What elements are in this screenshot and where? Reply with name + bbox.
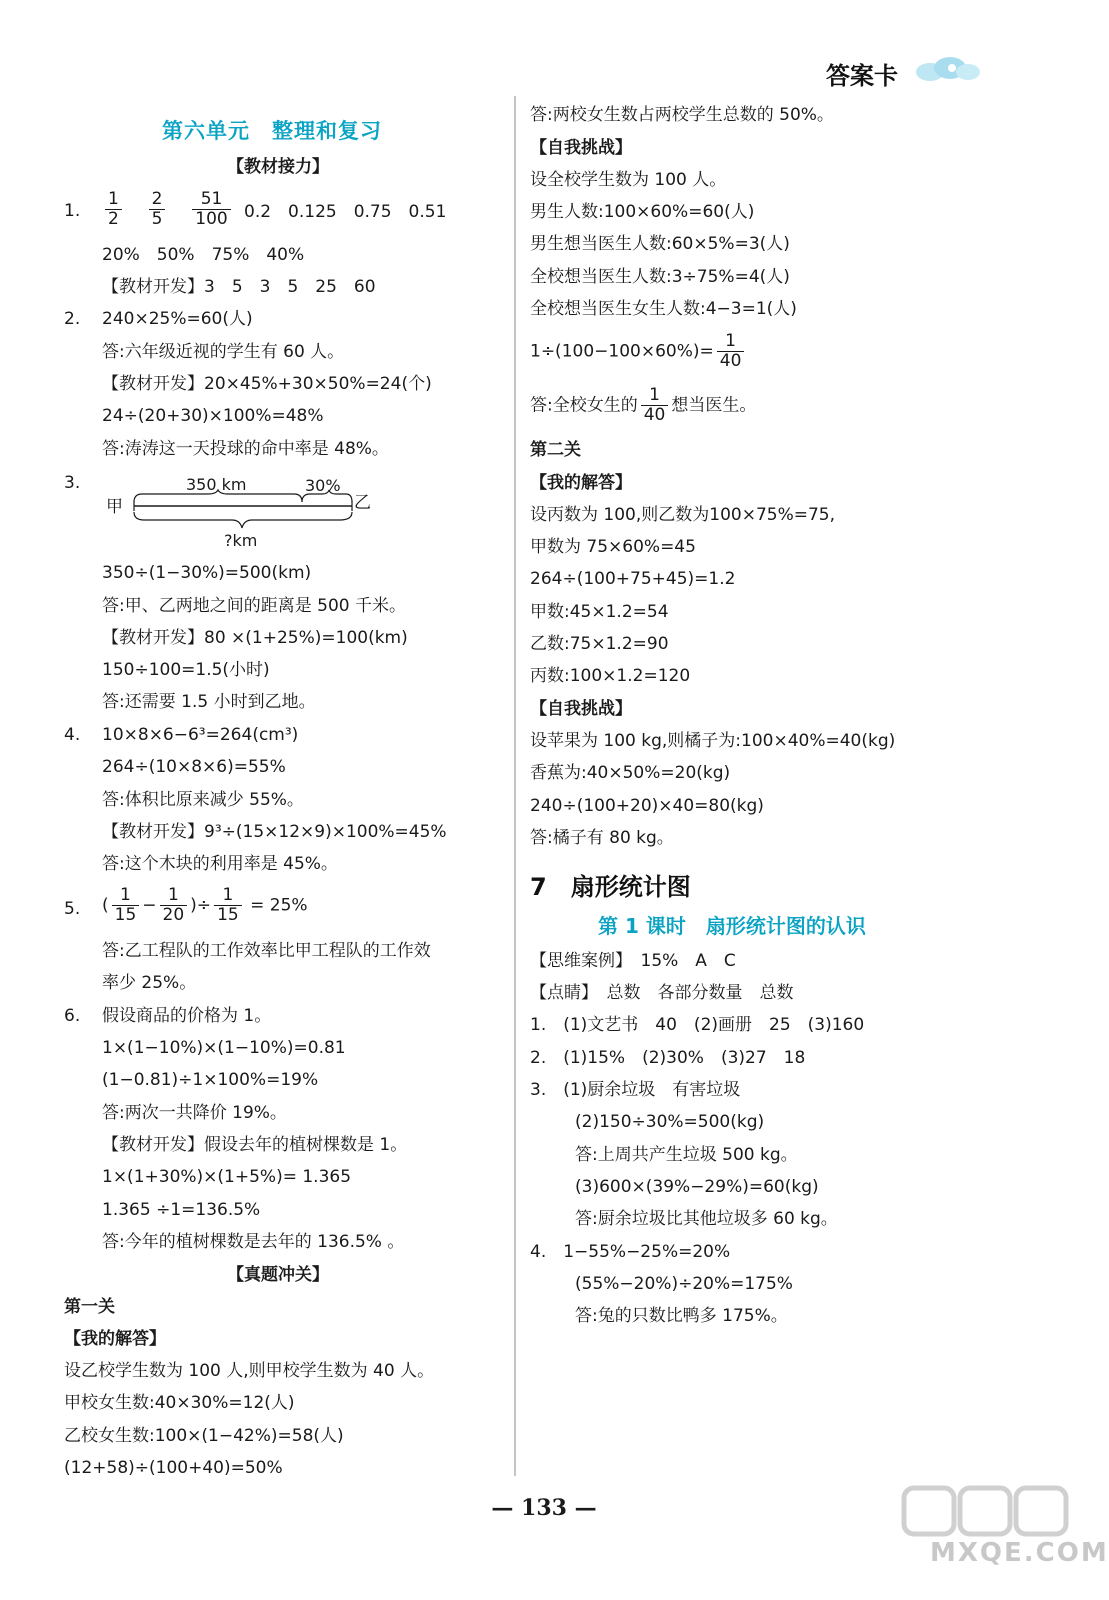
answer-line: 3. (1)厨余垃圾 有害垃圾 xyxy=(530,1080,741,1100)
answer-line: 全校想当医生女生人数:4−3=1(人) xyxy=(530,299,797,319)
question-number: 4. xyxy=(64,725,81,745)
answer-line: 1×(1−10%)×(1−10%)=0.81 xyxy=(102,1038,346,1058)
answer-line: 率少 25%。 xyxy=(102,973,197,993)
answer-line: (1−0.81)÷1×100%=19% xyxy=(102,1070,319,1090)
answer-line: 答:甲、乙两地之间的距离是 500 千米。 xyxy=(102,596,406,616)
answer-line: 甲校女生数:40×30%=12(人) xyxy=(64,1393,295,1413)
unit-title: 第六单元 整理和复习 xyxy=(162,119,382,143)
answer-line: 150÷100=1.5(小时) xyxy=(102,660,270,680)
decimal-list: 0.2 0.125 0.75 0.51 xyxy=(244,202,447,222)
fraction: $\frac{2}{5}$ xyxy=(149,190,166,229)
fraction: $\frac{51}{100}$ xyxy=(192,190,230,229)
answer-line: 乙校女生数:100×(1−42%)=58(人) xyxy=(64,1426,344,1446)
question-number: 2. xyxy=(64,309,81,329)
answer-line: 4. 1−55%−25%=20% xyxy=(530,1242,731,1262)
fraction: $\frac{1}{15}$ xyxy=(214,886,242,925)
answer-line: 264÷(10×8×6)=55% xyxy=(102,757,286,777)
section-heading-jieda: 【我的解答】 xyxy=(64,1329,166,1349)
section-heading-jieda: 【我的解答】 xyxy=(530,473,632,493)
answer-line: 答:橘子有 80 kg。 xyxy=(530,828,674,848)
answer-line: 乙数:75×1.2=90 xyxy=(530,634,669,654)
section-heading-challenge: 【自我挑战】 xyxy=(530,138,632,158)
fraction-list xyxy=(102,190,234,229)
answer-line: 香蕉为:40×50%=20(kg) xyxy=(530,763,731,783)
answer-line: 【教材开发】9³÷(15×12×9)×100%=45% xyxy=(102,822,447,842)
fraction: $\frac{1}{20}$ xyxy=(160,886,188,925)
kaifa-answer: 【教材开发】3 5 3 5 25 60 xyxy=(102,277,376,297)
answer-line: 设全校学生数为 100 人。 xyxy=(530,170,727,190)
answer-line: 答:今年的植树棵数是去年的 136.5% 。 xyxy=(102,1232,405,1252)
answer-line: 350÷(1−30%)=500(km) xyxy=(102,563,312,583)
answer-line: 甲数为 75×60%=45 xyxy=(530,537,696,557)
fraction-expression: 1÷(100−100×60%)= $\frac{1}{40}$ xyxy=(530,332,747,371)
answer-line: 答:还需要 1.5 小时到乙地。 xyxy=(102,692,316,712)
stage-heading: 第一关 xyxy=(64,1297,115,1317)
chapter-title: 7 扇形统计图 xyxy=(530,873,691,901)
answer-line: 1. (1)文艺书 40 (2)画册 25 (3)160 xyxy=(530,1015,865,1035)
answer-line: 1×(1+30%)×(1+5%)= 1.365 xyxy=(102,1167,352,1187)
answer-line: 设乙校学生数为 100 人,则甲校学生数为 40 人。 xyxy=(64,1361,435,1381)
answer-line: 甲数:45×1.2=54 xyxy=(530,602,669,622)
fraction: $\frac{1}{40}$ xyxy=(717,332,745,371)
answer-line: 答:两校女生数占两校学生总数的 50%。 xyxy=(530,105,834,125)
line-segment-diagram xyxy=(132,490,352,530)
answer-line: 男生想当医生人数:60×5%=3(人) xyxy=(530,234,790,254)
watermark-text: MXQE.COM xyxy=(930,1538,1109,1568)
answer-line: (12+58)÷(100+40)=50% xyxy=(64,1458,283,1478)
diagram-label-jia: 甲 xyxy=(106,497,123,517)
question-number: 3. xyxy=(64,473,81,493)
answer-line: 【教材开发】80 ×(1+25%)=100(km) xyxy=(102,628,408,648)
answer-line: 【教材开发】20×45%+30×50%=24(个) xyxy=(102,374,432,394)
answer-line: 答:六年级近视的学生有 60 人。 xyxy=(102,342,345,362)
answer-line: 2. (1)15% (2)30% (3)27 18 xyxy=(530,1048,806,1068)
answer-line: 丙数:100×1.2=120 xyxy=(530,666,691,686)
diagram-label-yi: 乙 xyxy=(354,493,371,513)
cloud-decoration-icon xyxy=(912,52,982,88)
diagram-percent-label: 30% xyxy=(305,476,341,495)
fraction: $\frac{1}{2}$ xyxy=(105,190,122,229)
fraction: $\frac{1}{15}$ xyxy=(112,886,140,925)
answer-line: 答:体积比原来减少 55%。 xyxy=(102,790,304,810)
watermark-logo-icon xyxy=(900,1482,1070,1542)
question-number: 5. xyxy=(64,899,81,919)
stage-heading: 第二关 xyxy=(530,440,581,460)
column-divider xyxy=(514,96,516,1476)
thinking-case: 【思维案例】 15% A C xyxy=(530,951,736,971)
answer-line: (2)150÷30%=500(kg) xyxy=(575,1112,765,1132)
answer-line: 答:这个木块的利用率是 45%。 xyxy=(102,854,338,874)
answer-line: 24÷(20+30)×100%=48% xyxy=(102,406,324,426)
section-heading-challenge: 【自我挑战】 xyxy=(530,699,632,719)
question-number: 1. xyxy=(64,201,81,221)
section-heading-jiaocai: 【教材接力】 xyxy=(227,157,329,177)
answer-line: 答:上周共产生垃圾 500 kg。 xyxy=(575,1145,798,1165)
lesson-title: 第 1 课时 扇形统计图的认识 xyxy=(598,914,866,938)
answer-line: 设丙数为 100,则乙数为100×75%=75, xyxy=(530,505,836,525)
answer-line: 答:两次一共降价 19%。 xyxy=(102,1103,287,1123)
answer-line: 答:厨余垃圾比其他垃圾多 60 kg。 xyxy=(575,1209,838,1229)
answer-line: 答:兔的只数比鸭多 175%。 xyxy=(575,1306,788,1326)
answer-line: 全校想当医生人数:3÷75%=4(人) xyxy=(530,267,790,287)
answer-line: 264÷(100+75+45)=1.2 xyxy=(530,569,736,589)
answer-line: 假设商品的价格为 1。 xyxy=(102,1006,272,1026)
answer-line: 答:乙工程队的工作效率比甲工程队的工作效 xyxy=(102,941,431,961)
answer-line: 设苹果为 100 kg,则橘子为:100×40%=40(kg) xyxy=(530,731,896,751)
answer-line: 答:涛涛这一天投球的命中率是 48%。 xyxy=(102,439,389,459)
answer-line: 10×8×6−6³=264(cm³) xyxy=(102,725,299,745)
header-label: 答案卡 xyxy=(826,62,898,90)
answer-line: 【教材开发】假设去年的植树棵数是 1。 xyxy=(102,1135,408,1155)
fraction: $\frac{1}{40}$ xyxy=(641,386,669,425)
question-number: 6. xyxy=(64,1006,81,1026)
page-number: — 133 — xyxy=(491,1495,597,1521)
percent-list: 20% 50% 75% 40% xyxy=(102,245,305,265)
diagram-unknown-label: ?km xyxy=(224,531,258,550)
diagram-distance-label: 350 km xyxy=(186,475,247,494)
answer-line: 240×25%=60(人) xyxy=(102,309,253,329)
answer-line: 1.365 ÷1=136.5% xyxy=(102,1200,261,1220)
section-heading-zhenti: 【真题冲关】 xyxy=(227,1265,329,1285)
fraction-expression: 答:全校女生的 $\frac{1}{40}$ 想当医生。 xyxy=(530,385,757,425)
answer-line: 男生人数:100×60%=60(人) xyxy=(530,202,755,222)
fraction-expression: ( $\frac{1}{15}$ − $\frac{1}{20}$ )÷ $\frac{1}{15}$ = 25% xyxy=(102,885,308,925)
answer-line: (55%−20%)÷20%=175% xyxy=(575,1274,793,1294)
answer-line: (3)600×(39%−29%)=60(kg) xyxy=(575,1177,819,1197)
answer-line: 240÷(100+20)×40=80(kg) xyxy=(530,796,764,816)
key-point: 【点睛】 总数 各部分数量 总数 xyxy=(530,983,794,1003)
